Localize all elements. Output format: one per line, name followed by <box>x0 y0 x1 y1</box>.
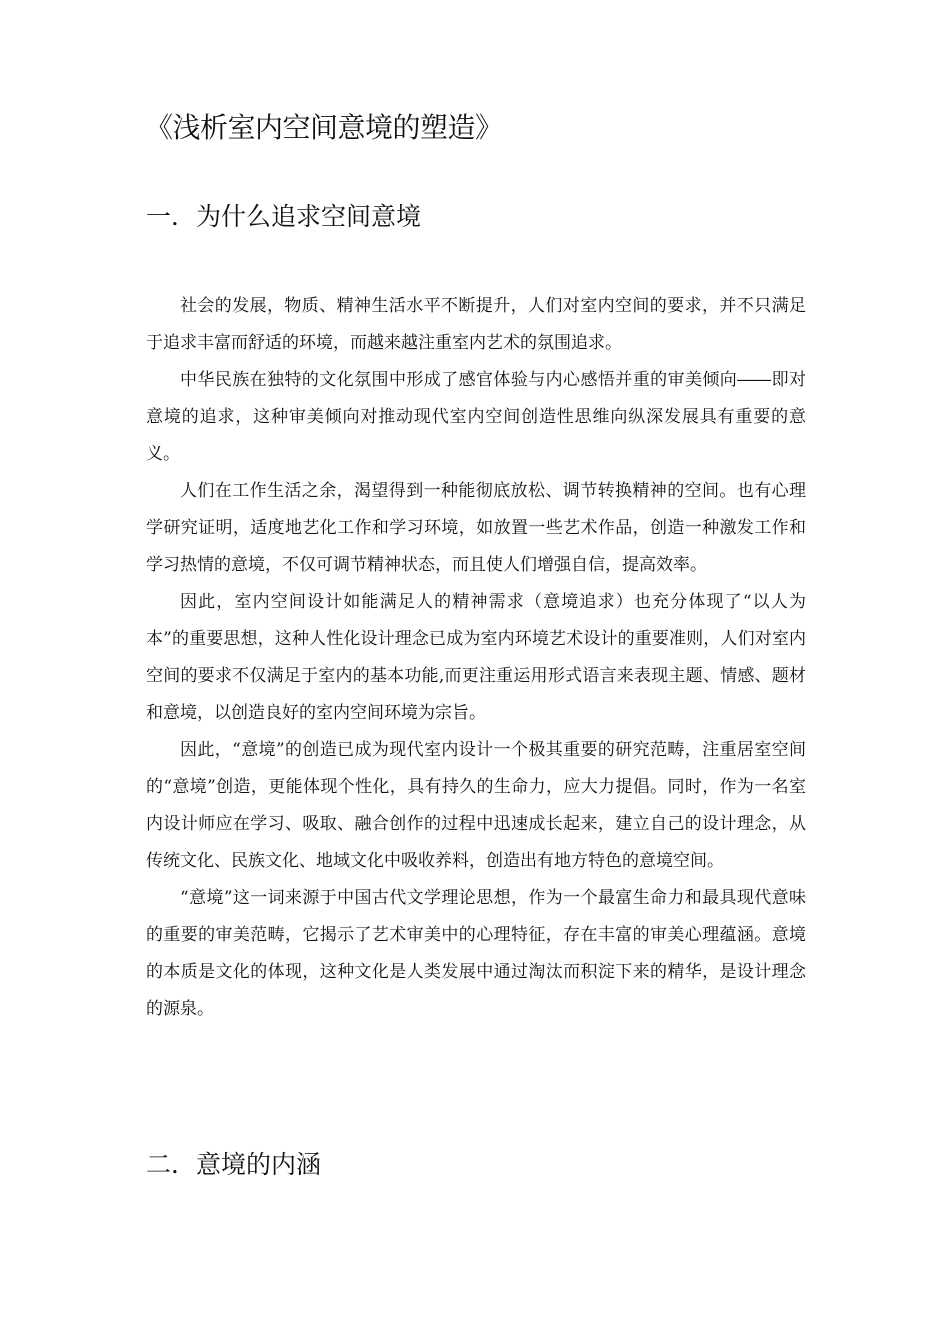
paragraph-5: 因此，“意境”的创造已成为现代室内设计一个极其重要的研究范畴，注重居室空间的“意境”创造，更能体现个性化，具有持久的生命力，应大力提倡。同时，作为一名室内设计师应在学习、吸取、融合创作的过程中迅速成长起来，建立自己的设计理念，从传统文化、民族文化、地域文化中吸收养料，创造出有地方特色的意境空间。 <box>146 740 806 871</box>
paragraph-4: 因此，室内空间设计如能满足人的精神需求（意境追求）也充分体现了“以人为本”的重要思想，这种人性化设计理念已成为室内环境艺术设计的重要准则，人们对室内空间的要求不仅满足于室内的基本功能,而更注重运用形式语言来表现主题、情感、题材和意境，以创造良好的室内空间环境为宗旨。 <box>146 592 806 723</box>
section-heading-2: 二．意境的内涵 <box>146 1150 322 1179</box>
section-heading-1: 一．为什么追求空间意境 <box>146 202 422 231</box>
paragraph-6: “意境”这一词来源于中国古代文学理论思想，作为一个最富生命力和最具现代意味的重要的审美范畴，它揭示了艺术审美中的心理特征，存在丰富的审美心理蕴涵。意境的本质是文化的体现，这种文化是人类发展中通过淘汰而积淀下来的精华，是设计理念的源泉。 <box>146 888 806 1019</box>
paragraph-3: 人们在工作生活之余，渴望得到一种能彻底放松、调节转换精神的空间。也有心理学研究证明，适度地艺化工作和学习环境，如放置一些艺术作品，创造一种激发工作和学习热情的意境，不仅可调节精神状态，而且使人们增强自信，提高效率。 <box>146 481 806 575</box>
document-title: 《浅析室内空间意境的塑造》 <box>145 111 503 144</box>
paragraph-2: 中华民族在独特的文化氛围中形成了感官体验与内心感悟并重的审美倾向――即对意境的追求，这种审美倾向对推动现代室内空间创造性思维向纵深发展具有重要的意义。 <box>146 370 806 464</box>
paragraph-1: 社会的发展，物质、精神生活水平不断提升，人们对室内空间的要求，并不只满足于追求丰富而舒适的环境，而越来越注重室内艺术的氛围追求。 <box>146 296 806 353</box>
section-1-body <box>146 288 806 1028</box>
